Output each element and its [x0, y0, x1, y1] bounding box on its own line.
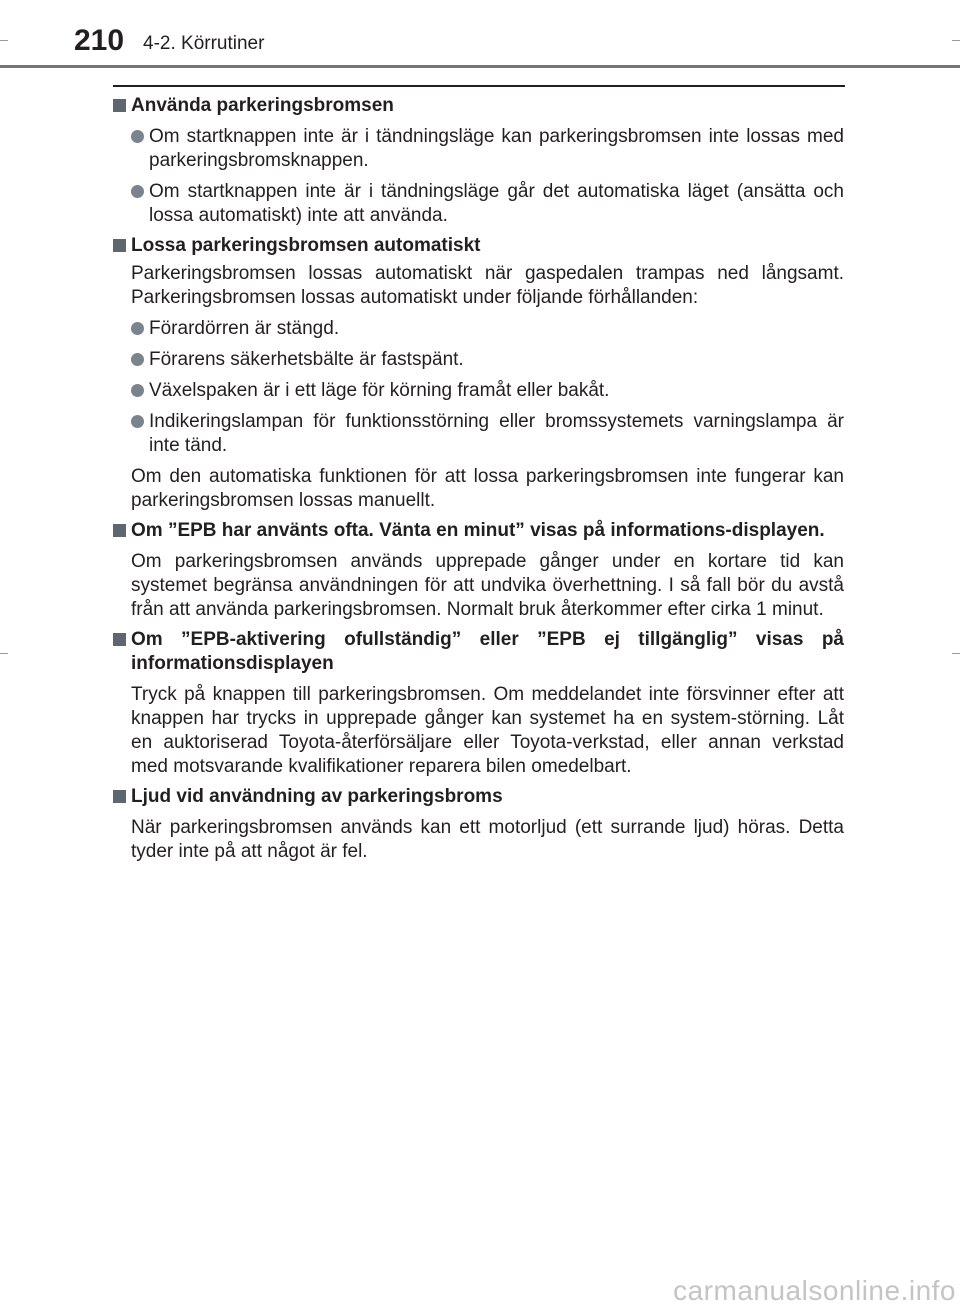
- header-rule: [0, 65, 960, 68]
- crop-mark: [952, 653, 960, 654]
- chapter-title: 4-2. Körrutiner: [143, 33, 265, 54]
- crop-mark: [0, 653, 8, 654]
- section-using-parking-brake: [113, 94, 844, 228]
- section-heading: Ljud vid användning av parkeringsbroms: [113, 785, 844, 809]
- section-intro: Parkeringsbromsen lossas automatiskt när gaspedalen trampas ned långsamt. Parkeringsbromsen lossas automatiskt under följande förhållanden:: [131, 263, 844, 308]
- square-marker-icon: [113, 524, 126, 537]
- crop-mark: [952, 40, 960, 41]
- square-marker-icon: [113, 790, 126, 803]
- section-body: När parkeringsbromsen används kan ett motorljud (ett surrande ljud) höras. Detta tyder inte på att något är fel.: [131, 817, 844, 862]
- section-outro: Om den automatiska funktionen för att lossa parkeringsbromsen inte fungerar kan parkeringsbromsen lossas manuellt.: [131, 466, 844, 511]
- bullet-dot-icon: [131, 130, 144, 143]
- section-heading: Lossa parkeringsbromsen automatiskt: [113, 234, 844, 258]
- page-number: 210: [74, 24, 125, 57]
- bullet-dot-icon: [131, 353, 144, 366]
- list-item: Om startknappen inte är i tändningsläge kan parkeringsbromsen inte lossas med parkeringsbromsknappen.: [113, 125, 844, 173]
- section-heading: Om ”EPB har använts ofta. Vänta en minut” visas på informations-displayen.: [113, 519, 844, 543]
- section-body: Tryck på knappen till parkeringsbromsen. Om meddelandet inte försvinner efter att knappen har trycks in upprepade gånger kan systemet ha en system-störning. Låt en auktoriserad Toyota-återförsäljare eller Toyota-verkstad, eller annan verkstad med motsvarande kvalifikationer reparera bilen omedelbart.: [131, 684, 844, 777]
- list-item: Indikeringslampan för funktionsstörning eller bromssystemets varningslampa är inte tänd.: [113, 410, 844, 458]
- bullet-dot-icon: [131, 384, 144, 397]
- square-marker-icon: [113, 633, 126, 646]
- page-content: [113, 94, 844, 864]
- list-item: Växelspaken är i ett läge för körning framåt eller bakåt.: [113, 379, 844, 403]
- crop-mark: [0, 40, 8, 41]
- watermark[interactable]: carmanualsonline.info: [673, 1275, 956, 1306]
- list-item: Förardörren är stängd.: [113, 317, 844, 341]
- list-item: Förarens säkerhetsbälte är fastspänt.: [113, 348, 844, 372]
- section-rule: [113, 85, 845, 87]
- section-epb-overuse: [113, 519, 844, 622]
- bullet-dot-icon: [131, 415, 144, 428]
- bullet-dot-icon: [131, 185, 144, 198]
- section-body: Om parkeringsbromsen används upprepade gånger under en kortare tid kan systemet begränsa användningen för att undvika överhettning. I så fall bör du avstå från att använda parkeringsbromsen. Normalt bruk återkommer efter cirka 1 minut.: [131, 551, 844, 620]
- square-marker-icon: [113, 99, 126, 112]
- section-brake-sound: [113, 785, 844, 864]
- square-marker-icon: [113, 239, 126, 252]
- section-automatic-release: [113, 234, 844, 513]
- bullet-dot-icon: [131, 322, 144, 335]
- section-heading: Om ”EPB-aktivering ofullständig” eller ”EPB ej tillgänglig” visas på informationsdisplayen: [113, 628, 844, 676]
- section-epb-unavailable: [113, 628, 844, 779]
- list-item: Om startknappen inte är i tändningsläge går det automatiska läget (ansätta och lossa automatiskt) inte att använda.: [113, 180, 844, 228]
- section-heading: Använda parkeringsbromsen: [113, 94, 844, 118]
